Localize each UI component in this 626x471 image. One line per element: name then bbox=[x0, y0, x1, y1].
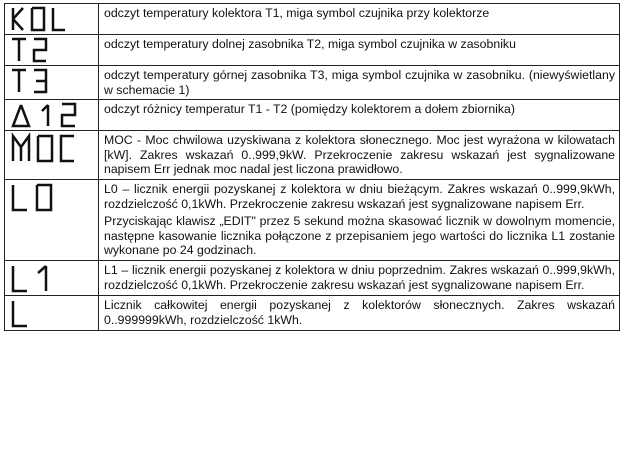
description-cell bbox=[99, 35, 620, 66]
row-description: odczyt temperatury górnej zasobnika T3, miga symbol czujnika w zasobniku. (niewyświetlany w schemacie 1) bbox=[104, 68, 615, 97]
table-row bbox=[5, 100, 620, 131]
description-cell bbox=[99, 66, 620, 100]
table-row bbox=[5, 66, 620, 100]
row-description: odczyt różnicy temperatur T1 - T2 (pomiędzy kolektorem a dołem zbiornika) bbox=[104, 102, 515, 117]
moc-display-symbol bbox=[10, 133, 88, 163]
description-cell bbox=[99, 131, 620, 180]
display-symbols-table bbox=[4, 3, 620, 331]
table-row bbox=[5, 260, 620, 295]
table-row bbox=[5, 35, 620, 66]
symbol-cell bbox=[5, 131, 99, 180]
description-cell bbox=[99, 4, 620, 35]
symbol-cell bbox=[5, 4, 99, 35]
description-cell bbox=[99, 260, 620, 295]
row-description: odczyt temperatury kolektora T1, miga symbol czujnika przy kolektorze bbox=[104, 6, 490, 20]
description-cell bbox=[99, 179, 620, 260]
description-cell bbox=[99, 295, 620, 330]
l0-display-symbol bbox=[10, 182, 72, 212]
table-row bbox=[5, 4, 620, 35]
description-cell bbox=[99, 100, 620, 131]
l-display-symbol bbox=[10, 298, 72, 328]
symbol-cell bbox=[5, 66, 99, 100]
row-description: MOC - Moc chwilowa uzyskiwana z kolektora słonecznego. Moc jest wyrażona w kilowatach [kW]. Zakres wskazań 0..999,9kW. Przekroczenie zakresu wskazań jest sygnalizowane napisem Err jednak moc nadal jest liczona prawidłowo. bbox=[104, 133, 615, 177]
delta-12-display-symbol bbox=[10, 102, 92, 128]
t3-display-symbol bbox=[10, 68, 72, 94]
row-description: L0 – licznik energii pozyskanej z kolektora w dniu bieżącym. Zakres wskazań 0..999,9kWh, rozdzielczość 0,1kWh. Przekroczenie zakresu wskazań jest sygnalizowane napisem Err. bbox=[104, 181, 615, 211]
table-row bbox=[5, 179, 620, 260]
symbol-cell bbox=[5, 35, 99, 66]
kol-display-symbol bbox=[10, 6, 72, 32]
row-description: L1 – licznik energii pozyskanej z kolektora w dniu poprzednim. Zakres wskazań 0..999,9kWh, rozdzielczość 0,1kWh. Przekroczenie zakresu wskazań jest sygnalizowane napisem Err. bbox=[104, 262, 615, 292]
symbol-cell bbox=[5, 179, 99, 260]
symbol-cell bbox=[5, 100, 99, 131]
row-description: Licznik całkowitej energii pozyskanej z kolektorów słonecznych. Zakres wskazań 0..999999kWh, rozdzielczość 1kWh. bbox=[104, 297, 615, 327]
table-row bbox=[5, 295, 620, 330]
row-description: odczyt temperatury dolnej zasobnika T2, miga symbol czujnika w zasobniku bbox=[104, 37, 516, 51]
row-description-note: Przyciskając klawisz „EDIT" przez 5 sekund można skasować licznik w dowolnym momencie, następne kasowanie licznika połączone z przepisaniem jego wartości do licznika L1 zostanie wykonane po 24 godzinach. bbox=[104, 214, 615, 258]
t2-display-symbol bbox=[10, 37, 72, 63]
table-row bbox=[5, 131, 620, 180]
l1-display-symbol bbox=[10, 263, 72, 293]
symbol-cell bbox=[5, 260, 99, 295]
symbol-cell bbox=[5, 295, 99, 330]
